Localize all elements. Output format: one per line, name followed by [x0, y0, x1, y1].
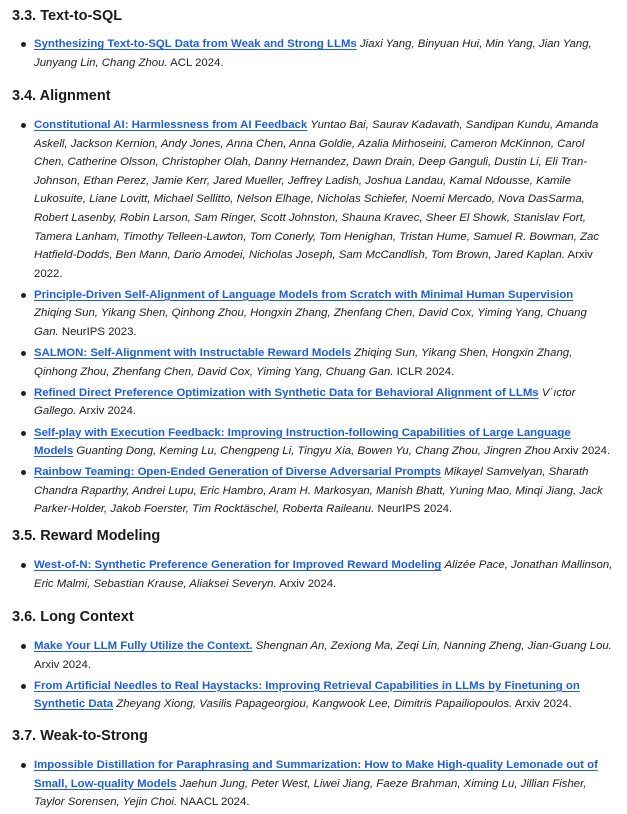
- paper-venue: Arxiv 2022.: [34, 249, 593, 280]
- paper-venue: Arxiv 2024.: [553, 445, 611, 458]
- reference-item: [0, 637, 627, 674]
- section-heading-alignment: 3.4. Alignment: [12, 88, 111, 104]
- reference-item: [0, 756, 627, 812]
- paper-authors: Zhiqing Sun, Yikang Shen, Qinhong Zhou, Hongxin Zhang, Zhenfang Chen, David Cox, Yiming Yang, Chuang Gan.: [34, 307, 587, 339]
- paper-link[interactable]: Self-play with Execution Feedback: Improving Instruction-following Capabilities of Large Language Models: [34, 426, 571, 458]
- paper-link[interactable]: Principle-Driven Self-Alignment of Language Models from Scratch with Minimal Human Supervision: [34, 288, 574, 301]
- reference-list: [0, 756, 627, 814]
- paper-link[interactable]: West-of-N: Synthetic Preference Generation for Improved Reward Modeling: [34, 559, 442, 571]
- paper-venue: ACL 2024.: [170, 56, 224, 69]
- paper-authors: Yuntao Bai, Saurav Kadavath, Sandipan Kundu, Amanda Askell, Jackson Kernion, Andy Jones, Anna Chen, Anna Goldie, Azalia Mirhoseini, Cameron McKinnon, Carol Chen, Catherine Olsson, Christopher Olah, Danny Hernandez, Dawn Drain, Deep Ganguli, Dustin Li, Eli Tran-Johnson, Ethan Perez, Jamie Kerr, Jared Mueller, Jeffrey Ladish, Joshua Landau, Kamal Ndousse, Kamile Lukosuite, Liane Lovitt, Michael Sellitto, Nelson Elhage, Nicholas Schiefer, Noemi Mercado, Nova DasSarma, Robert Lasenby, Robin Larson, Sam Ringer, Scott Johnston, Shauna Kravec, Sheer El Showk, Stanislav Fort, Tamera Lanham, Timothy Telleen-Lawton, Tom Conerly, Tom Henighan, Tristan Hume, Samuel R. Bowman, Zac Hatfield-Dodds, Ben Mann, Dario Amodei, Nicholas Joseph, Sam McCandlish, Tom Brown, Jared Kaplan.: [34, 119, 600, 262]
- paper-authors: Alizée Pace, Jonathan Mallinson, Eric Malmi, Sebastian Krause, Aliaksei Severyn.: [34, 559, 613, 590]
- paper-link[interactable]: Make Your LLM Fully Utilize the Context.: [34, 640, 253, 652]
- paper-link[interactable]: From Artificial Needles to Real Haystacks: Improving Retrieval Capabilities in LLMs by Finetuning on Synthetic Data: [34, 679, 580, 711]
- paper-venue: ICLR 2024.: [396, 365, 455, 378]
- reference-item: [0, 556, 627, 593]
- paper-link[interactable]: Constitutional AI: Harmlessness from AI Feedback: [34, 119, 308, 131]
- reference-list: [0, 35, 627, 75]
- paper-venue: Arxiv 2024.: [34, 658, 91, 671]
- paper-authors: Mikayel Samvelyan, Sharath Chandra Raparthy, Andrei Lupu, Eric Hambro, Aram H. Markosyan, Manish Bhatt, Yuning Mao, Minqi Jiang, Jack Parker-Holder, Jakob Foerster, Tim Rocktäschel, Roberta Raileanu.: [34, 466, 603, 516]
- paper-authors: Zheyang Xiong, Vasilis Papageorgiou, Kangwook Lee, Dimitris Papailiopoulos.: [116, 698, 513, 711]
- reference-list: [0, 637, 627, 716]
- paper-authors: V´ıctor Gallego.: [34, 386, 576, 418]
- paper-authors: Jiaxi Yang, Binyuan Hui, Min Yang, Jian Yang, Junyang Lin, Chang Zhou.: [34, 38, 592, 69]
- reference-list: [0, 556, 627, 596]
- paper-venue: NeurIPS 2024.: [377, 503, 453, 516]
- section-heading-text-to-sql: 3.3. Text-to-SQL: [12, 8, 123, 24]
- paper-venue: NeurIPS 2023.: [61, 326, 137, 339]
- reference-item: [0, 35, 627, 72]
- paper-venue: NAACL 2024.: [180, 796, 250, 809]
- paper-link[interactable]: Rainbow Teaming: Open-Ended Generation of Diverse Adversarial Prompts: [34, 466, 441, 479]
- paper-venue: Arxiv 2024.: [78, 405, 136, 418]
- reference-list: [0, 116, 627, 521]
- paper-link[interactable]: Refined Direct Preference Optimization with Synthetic Data for Behavioral Alignment of LLMs: [34, 386, 539, 399]
- section-heading-long-context: 3.6. Long Context: [12, 609, 134, 625]
- paper-authors: Jaehun Jung, Peter West, Liwei Jiang, Faeze Brahman, Ximing Lu, Jillian Fisher, Taylor Sorensen, Yejin Choi.: [34, 777, 587, 809]
- reference-item: [0, 384, 627, 421]
- section-heading-reward-modeling: 3.5. Reward Modeling: [12, 528, 161, 544]
- paper-venue: Arxiv 2024.: [514, 698, 572, 711]
- paper-link[interactable]: Impossible Distillation for Paraphrasing and Summarization: How to Make High-quality Lemonade out of Small, Low-quality Models: [34, 759, 598, 790]
- reference-item: [0, 116, 627, 283]
- reference-item: [0, 424, 627, 461]
- reference-item: [0, 677, 627, 714]
- reference-item: [0, 344, 627, 381]
- reference-item: [0, 463, 627, 519]
- paper-link[interactable]: SALMON: Self-Alignment with Instructable Reward Models: [34, 347, 352, 360]
- section-heading-weak-to-strong: 3.7. Weak-to-Strong: [12, 728, 148, 744]
- paper-venue: Arxiv 2024.: [279, 577, 337, 590]
- paper-authors: Shengnan An, Zexiong Ma, Zeqi Lin, Nanning Zheng, Jian-Guang Lou.: [255, 640, 612, 652]
- paper-authors: Zhiqing Sun, Yikang Shen, Hongxin Zhang, Qinhong Zhou, Zhenfang Chen, David Cox, Yiming Yang, Chuang Gan.: [34, 347, 573, 378]
- paper-authors: Guanting Dong, Keming Lu, Chengpeng Li, Tingyu Xia, Bowen Yu, Chang Zhou, Jingren Zhou: [76, 445, 551, 458]
- reference-item: [0, 286, 627, 342]
- paper-link[interactable]: Synthesizing Text-to-SQL Data from Weak and Strong LLMs: [34, 38, 357, 50]
